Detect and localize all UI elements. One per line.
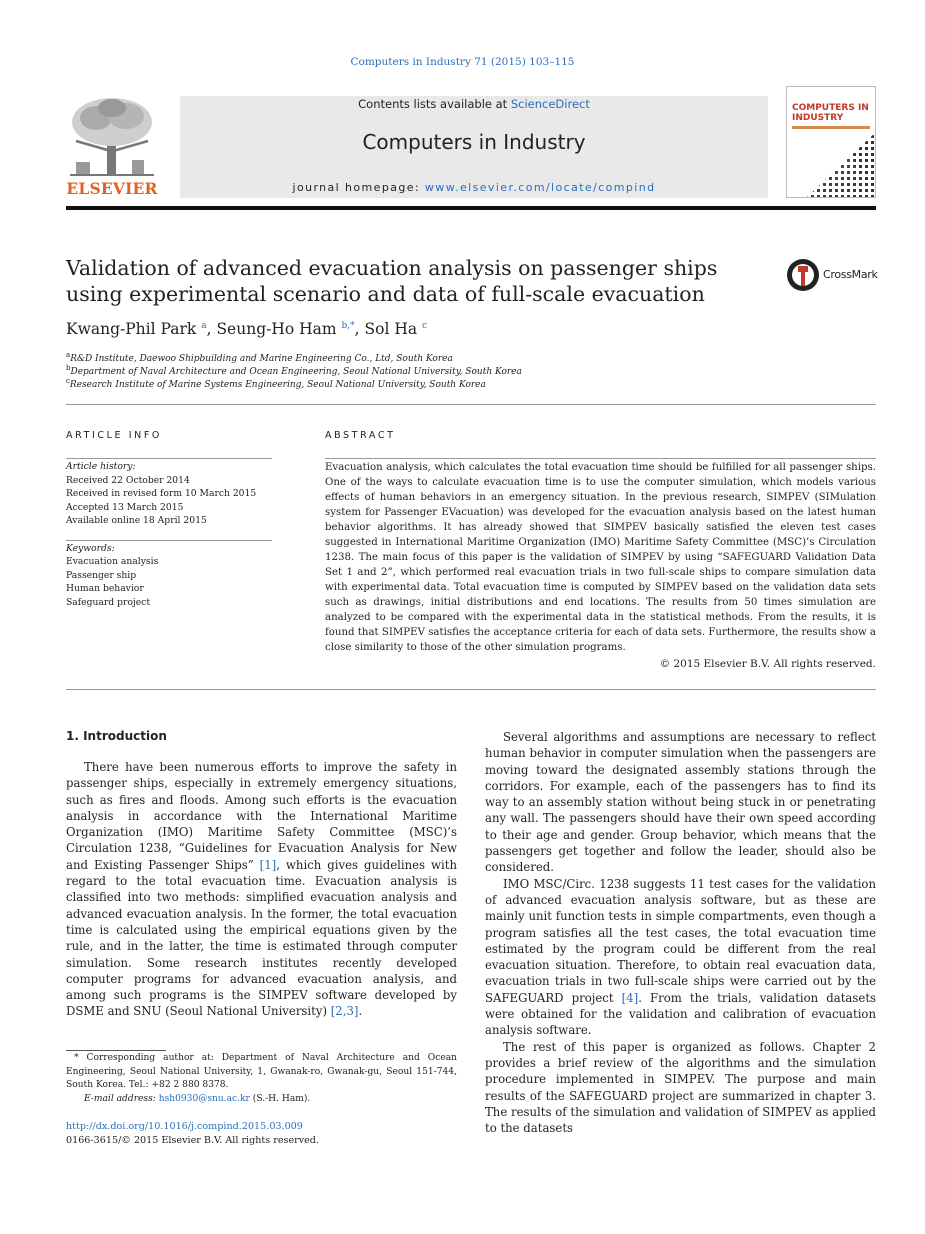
author-list: Kwang-Phil Park $^a$, Seung-Ho Ham $^{b,*}$, Sol Ha $^c$: [66, 320, 428, 338]
paragraph-text: There have been numerous efforts to improve the safety in passenger ships, especially in extremely emergency situations, such as fires and floods. Among such efforts is the evacuation analysis in accordance with the International Maritime Organization (IMO) Maritime Safety Committee (MSC)’s Circulation 1238, “Guidelines for Evacuation Analysis for New and Existing Passenger Ships”: [66, 760, 457, 872]
paper-title: Validation of advanced evacuation analysis on passenger ships using experimental scenario and data of full-scale evacuation: [66, 256, 718, 306]
body-paragraph: The rest of this paper is organized as follows. Chapter 2 provides a brief review of the algorithms and the simulation procedure implemented in SIMPEV. The purpose and main results of the SAFEGUARD project are summarized in chapter 3. The results of the simulation and validation of SIMPEV as applied to the datasets: [485, 1039, 876, 1136]
keywords: [66, 542, 272, 610]
keyword: Safeguard project: [66, 596, 151, 608]
contents-prefix: Contents lists available at: [358, 97, 511, 111]
journal-reference[interactable]: [0, 56, 925, 68]
article-history: [66, 460, 272, 528]
paragraph-text: , which gives guidelines with regard to the total evacuation time. Evacuation analysis is classified into two methods: simplified evacuation analysis and advanced evacuation analysis. In the former, the total evacuation time is calculated using the empirical equations given by the rule, and in the latter, the time is estimated through computer simulation. Some research institutes recently developed computer programs for advanced evacuation analysis, and among such programs is the SIMPEV software developed by DSME and SNU (Seoul National University): [66, 857, 457, 1019]
sciencedirect-link[interactable]: ScienceDirect: [510, 97, 590, 111]
history-item: Received 22 October 2014: [66, 474, 190, 486]
crossmark-icon: [786, 258, 820, 292]
body-paragraph: Several algorithms and assumptions are necessary to reflect human behavior in computer simulation when the passengers are moving toward the designated assembly stations through the corridors. For example, each of the passengers has to find its way to an assembly station without being stuck in or penetrating any wall. The passengers should have their own speed according to their age and gender. Group behavior, which means that the passengers get together and follow the leader, should also be considered.: [485, 730, 876, 875]
citation-link[interactable]: [4]: [621, 990, 639, 1005]
homepage-prefix: journal homepage:: [292, 181, 425, 194]
footnote: [66, 1052, 457, 1106]
footnote-mark: *: [74, 1053, 79, 1063]
cover-pattern-icon: [787, 87, 875, 197]
body-left-column: [66, 729, 457, 1020]
author-affiliation-mark[interactable]: a: [201, 320, 207, 331]
keywords-label: Keywords:: [66, 542, 115, 554]
divider: [66, 540, 272, 541]
paragraph-text: .: [358, 1004, 363, 1019]
author-name[interactable]: Sol Ha: [364, 320, 418, 338]
email-suffix: (S.-H. Ham).: [249, 1093, 311, 1104]
paragraph-text: . From the trials, validation datasets were obtained for the validation and calibration of evacuation analysis software.: [485, 990, 877, 1038]
journal-title: Computers in Industry: [362, 130, 586, 154]
homepage-line: [180, 181, 768, 194]
divider: [66, 404, 876, 405]
journal-banner: [180, 96, 768, 198]
affiliation-mark: c: [66, 377, 70, 385]
affiliation-mark: a: [66, 351, 71, 359]
divider: [325, 458, 876, 459]
affiliation: [66, 364, 522, 377]
section-heading: 1. Introduction: [66, 729, 167, 743]
email-label: E-mail address:: [84, 1093, 159, 1104]
paragraph-text: IMO MSC/Circ. 1238 suggests 11 test cases for the validation of advanced evacuation analysis software, but as these are mainly unit function tests in simple compartments, even though a program satisfies all the test cases, the total evacuation time estimated by the program could be different from the real evacuation situation. Therefore, to obtain real evacuation data, evacuation trials in two full-scale ships were carried out by the SAFEGUARD project: [485, 876, 876, 1005]
footnote-divider: [66, 1050, 166, 1051]
body-paragraph: [66, 759, 457, 1020]
divider: [66, 689, 876, 690]
history-label: Article history:: [66, 461, 136, 472]
abstract-heading: ABSTRACT: [325, 430, 396, 441]
citation-link[interactable]: [1]: [259, 857, 277, 872]
article-info-heading: ARTICLE INFO: [66, 430, 163, 441]
doi-link[interactable]: http://dx.doi.org/10.1016/j.compind.2015.03.009: [66, 1121, 303, 1132]
cover-title: COMPUTERS IN INDUSTRY: [792, 103, 869, 123]
tree-icon: [66, 96, 158, 180]
article-info: [66, 458, 272, 609]
keyword: Passenger ship: [66, 569, 137, 581]
homepage-link[interactable]: www.elsevier.com/locate/compind: [424, 181, 656, 194]
footnote-text: Corresponding author at: Department of Naval Architecture and Ocean Engineering, Seoul National University, 1, Gwanak-ro, Gwanak-gu, Seoul 151-744, South Korea. Tel.: +82 2 880 8378.: [66, 1053, 457, 1090]
journal-reference-link[interactable]: Computers in Industry 71 (2015) 103–115: [350, 56, 575, 68]
affiliation-text: R&D Institute, Daewoo Shipbuilding and Marine Engineering Co., Ltd, South Korea: [70, 354, 453, 364]
email-link[interactable]: hsh0930@snu.ac.kr: [158, 1093, 250, 1104]
doi-block: [66, 1120, 319, 1147]
affiliation: [66, 351, 453, 364]
issn-line: 0166-3615/© 2015 Elsevier B.V. All rights reserved.: [66, 1134, 319, 1146]
citation-link[interactable]: [2,3]: [330, 1004, 359, 1019]
author-affiliation-mark[interactable]: c: [422, 320, 428, 331]
affiliation-text: Department of Naval Architecture and Ocean Engineering, Seoul National University, South Korea: [70, 367, 522, 377]
divider: [66, 458, 272, 459]
contents-line: [180, 97, 768, 111]
history-item: Accepted 13 March 2015: [66, 501, 184, 513]
keyword: Evacuation analysis: [66, 556, 159, 567]
keyword: Human behavior: [66, 583, 144, 594]
crossmark-label: CrossMark: [823, 268, 878, 281]
crossmark-badge[interactable]: [786, 258, 876, 292]
header-divider: [66, 206, 876, 210]
body-right-column: [485, 729, 876, 1136]
publisher-name: ELSEVIER: [66, 179, 158, 198]
author-affiliation-mark[interactable]: b,*: [341, 320, 355, 331]
abstract: [325, 458, 876, 670]
abstract-text: Evacuation analysis, which calculates the total evacuation time should be fulfilled for all passenger ships. One of the ways to calculate evacuation time is to use the computer simulation, which models various effects of human behaviors in an emergency situation. In the previous research, SIMPEV (SIMulation system for Passenger EVacuation) was developed for the evacuation analysis based on the latest human behavior algorithms. It has already showed that SIMPEV basically satisfied the eleven test cases suggested in International Maritime Organization (IMO) Maritime Safety Committee (MSC)’s Circulation 1238. The main focus of this paper is the validation of SIMPEV by using “SAFEGUARD Validation Data Set 1 and 2”, which performed real evacuation trials in two full-scale ships to compare simulation data with experimental data. Total evacuation time is computed by SIMPEV based on the validation data sets such as drawings, initial distributions and end locations. The results from 50 times simulation are analyzed to be compared with the experimental data in the statistical methods. From the results, it is found that SIMPEV satisfies the acceptance criteria for each of data sets. Furthermore, the results show a close similarity to those of the other simulation programs.: [325, 462, 876, 653]
elsevier-logo: [66, 96, 158, 198]
author-name[interactable]: Seung-Ho Ham: [216, 320, 337, 338]
history-item: Available online 18 April 2015: [66, 515, 207, 526]
affiliation-mark: b: [66, 364, 71, 372]
history-item: Received in revised form 10 March 2015: [66, 488, 257, 499]
body-paragraph: [485, 876, 876, 1039]
journal-cover-image: [786, 86, 876, 198]
affiliation: [66, 377, 486, 390]
abstract-copyright: © 2015 Elsevier B.V. All rights reserved.: [659, 658, 876, 670]
affiliation-text: Research Institute of Marine Systems Engineering, Seoul National University, South Korea: [69, 380, 486, 390]
author-name[interactable]: Kwang-Phil Park: [66, 320, 197, 338]
